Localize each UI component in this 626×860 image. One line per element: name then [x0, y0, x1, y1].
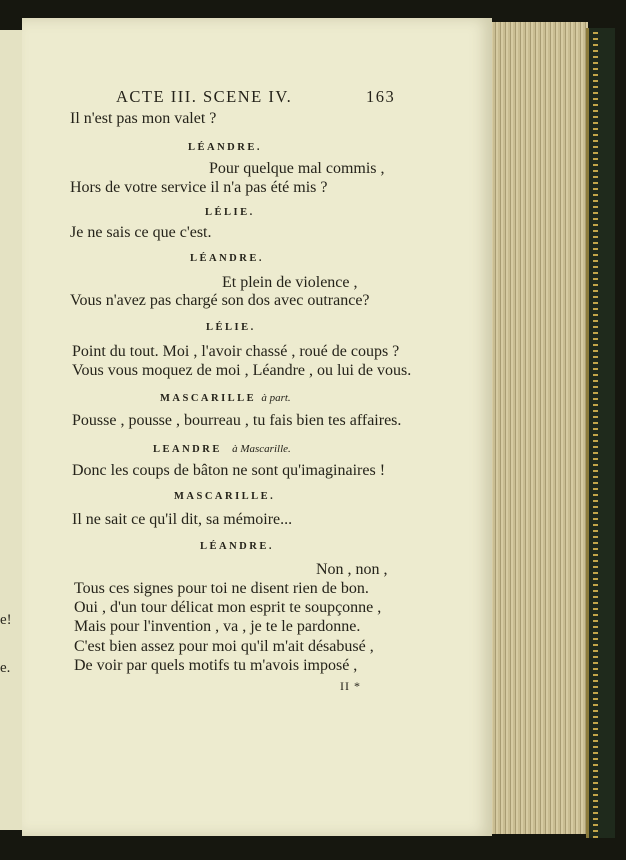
stage-direction: à part. — [261, 392, 291, 404]
speaker-name-text: MASCARILLE — [160, 393, 257, 404]
verse-line: Il n'est pas mon valet ? — [70, 110, 217, 127]
speaker-name: LÉANDRE. — [200, 541, 274, 552]
verse-line: Non , non , — [316, 561, 388, 578]
speaker-name: LÉANDRE. — [190, 253, 264, 264]
speaker-name: MASCARILLE. — [174, 491, 276, 502]
verse-line: Donc les coups de bâton ne sont qu'imaginaires ! — [72, 462, 386, 479]
left-page-fragment: e. — [0, 660, 11, 676]
verse-line: Pousse , pousse , bourreau , tu fais bien tes affaires. — [72, 412, 402, 429]
stage-direction: à Mascarille. — [232, 443, 291, 455]
page-edges — [488, 22, 588, 834]
speaker-name: LÉANDRE. — [188, 142, 262, 153]
verse-line: Vous vous moquez de moi , Léandre , ou lui de vous. — [72, 362, 412, 379]
verse-line: De voir par quels motifs tu m'avois imposé , — [74, 657, 358, 674]
verse-line: Point du tout. Moi , l'avoir chassé , roué de coups ? — [72, 343, 400, 360]
speaker-name-text: LEANDRE — [153, 444, 222, 455]
speaker-name: LÉLIE. — [206, 322, 256, 333]
verse-line: Je ne sais ce que c'est. — [70, 224, 212, 241]
running-title: ACTE III. SCENE IV. — [116, 87, 293, 106]
verse-line: Vous n'avez pas chargé son dos avec outrance? — [70, 292, 370, 309]
verse-line: C'est bien assez pour moi qu'il m'ait désabusé , — [74, 638, 374, 655]
left-page-fragment: e! — [0, 612, 12, 628]
verse-line: Et plein de violence , — [222, 274, 358, 291]
verse-line: Il ne sait ce qu'il dit, sa mémoire... — [72, 511, 293, 528]
verse-line: Pour quelque mal commis , — [209, 160, 385, 177]
verse-line: Tous ces signes pour toi ne disent rien de bon. — [74, 580, 369, 597]
verse-line: Oui , d'un tour délicat mon esprit te soupçonne , — [74, 599, 382, 616]
verse-line: Hors de votre service il n'a pas été mis ? — [70, 179, 328, 196]
speaker-name — [160, 389, 291, 408]
speaker-name — [153, 440, 291, 459]
page-number: 163 — [366, 87, 396, 106]
signature-mark: II * — [340, 679, 361, 693]
book-cover-edge — [586, 28, 615, 838]
verse-line: Mais pour l'invention , va , je te le pardonne. — [74, 618, 361, 635]
speaker-name: LÉLIE. — [205, 207, 255, 218]
